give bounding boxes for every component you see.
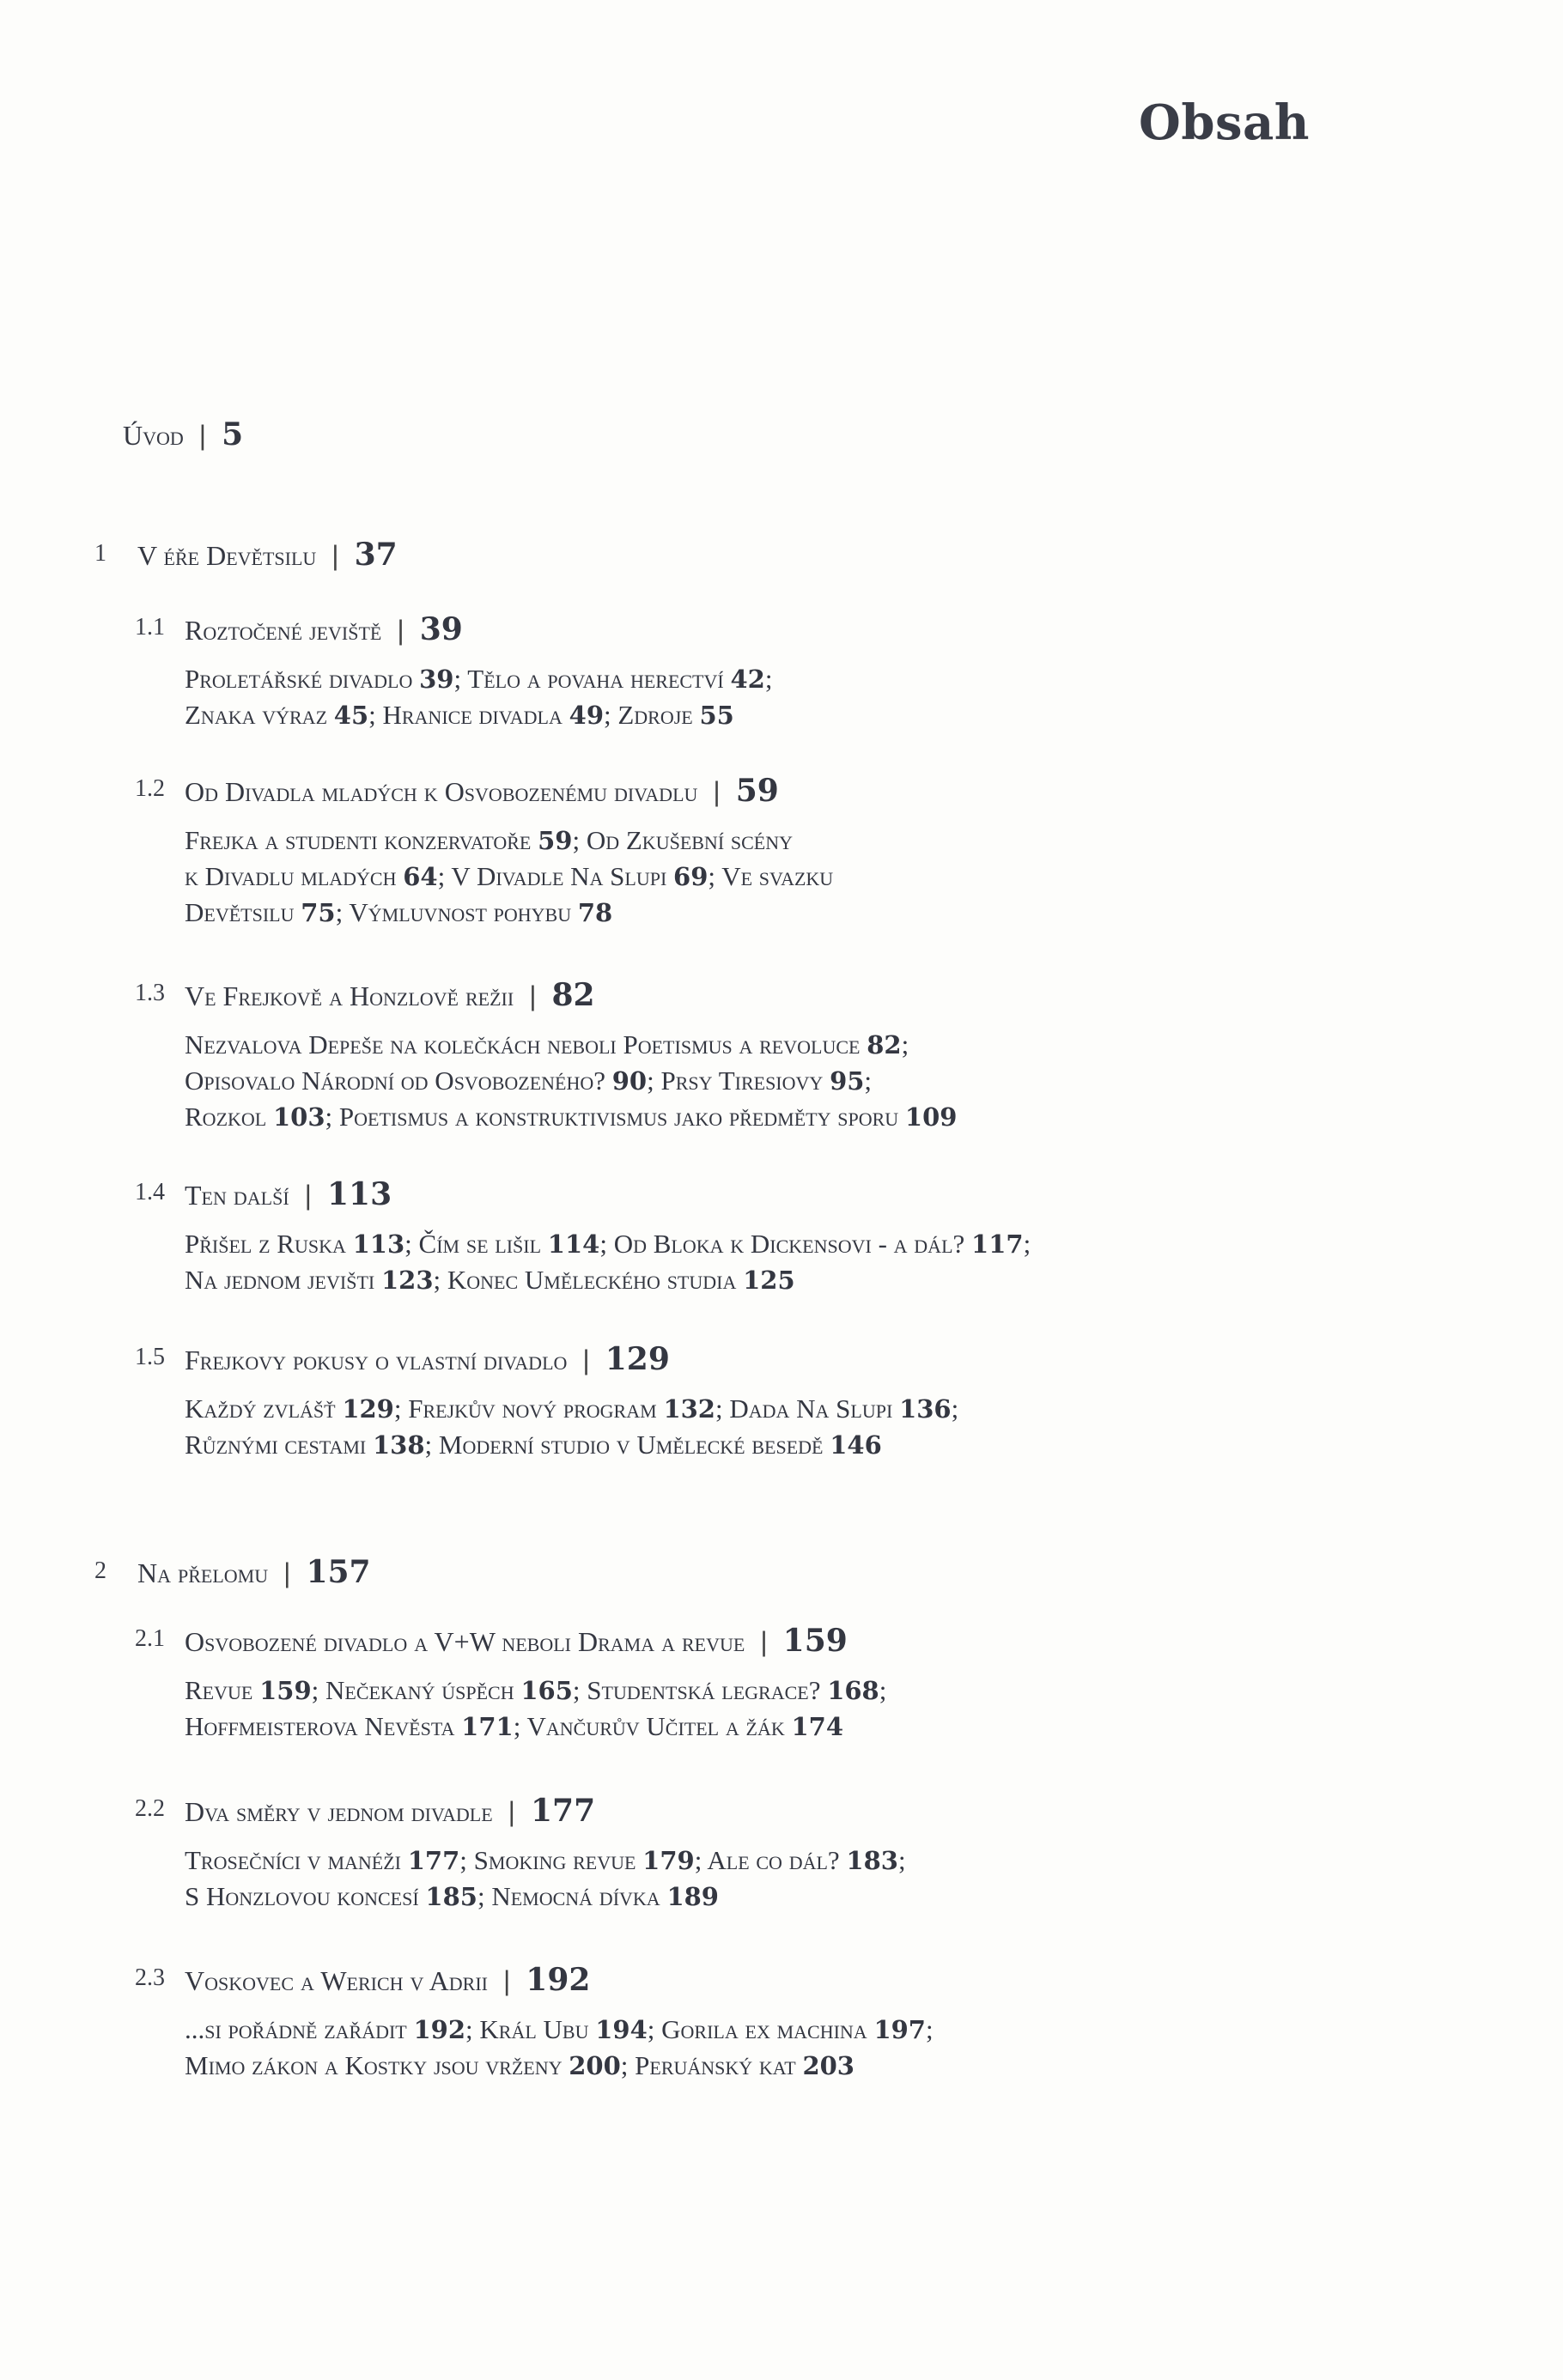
subsection-text: ; [897,1845,906,1875]
section-number: 2.1 [135,1625,165,1652]
subsection-text: ; Od Bloka k Dickensovi - a dál? [599,1229,972,1259]
subsection-line [185,1709,843,1745]
subsection-text: ; [879,1675,887,1705]
subsection-text: Nezvalova Depeše na kolečkách neboli Poetismus a revoluce [185,1029,867,1059]
subsection-text: ; Čím se lišil [404,1229,548,1259]
subsection-page-number: 192 [413,2015,466,2044]
subsection-text: ; [926,2014,934,2044]
subsection-text: ; Ve svazku [708,861,834,891]
subsection-text: ; Studentská legrace? [572,1675,828,1705]
separator-bar: | [502,1965,511,1996]
subsection-page-number: 177 [407,1846,460,1875]
separator-bar: | [397,615,404,646]
chapter-heading [137,537,398,573]
separator-bar: | [529,981,537,1011]
subsection-page-number: 109 [904,1102,958,1132]
subsection-text: Trosečníci v manéži [185,1845,408,1875]
subsection-page-number: 185 [425,1882,477,1911]
subsection-text: ; Smoking revue [459,1845,643,1875]
separator-bar: | [760,1626,768,1657]
section-page-number: 192 [526,1962,591,1998]
section-number: 2.3 [135,1964,165,1991]
section-title: Dva směry v jednom divadle [185,1796,493,1827]
subsection-line [185,1427,882,1463]
subsection-page-number: 203 [802,2051,854,2080]
subsection-page-number: 45 [333,701,369,730]
subsection-line [185,1027,909,1063]
subsection-text: Znaka výraz [185,700,334,730]
subsection-page-number: 183 [846,1846,898,1875]
subsection-page-number: 146 [830,1430,882,1460]
section-number: 1.2 [135,775,165,802]
chapter-title: V éře Devětsilu [137,540,317,571]
subsection-page-number: 59 [538,826,573,855]
subsection-line [185,2048,854,2084]
subsection-page-number: 171 [461,1712,514,1741]
section-number: 1.4 [135,1179,165,1205]
subsection-line [185,1391,958,1427]
subsection-page-number: 39 [419,665,454,694]
subsection-line [185,823,793,859]
subsection-page-number: 159 [259,1676,312,1705]
subsection-page-number: 42 [730,665,765,694]
chapter-title: Na přelomu [137,1557,269,1588]
toc-intro-label: Úvod [123,420,184,451]
subsection-line [185,859,833,895]
subsection-text: ; Tělo a povaha herectví [453,664,731,694]
section-page-number: 113 [326,1176,392,1212]
subsection-text: Různými cestami [185,1430,373,1460]
subsection-line [185,895,612,931]
subsection-text: ; Frejkův nový program [393,1393,664,1424]
subsection-text: Hoffmeisterova Nevěsta [185,1711,462,1741]
subsection-page-number: 64 [403,862,438,891]
subsection-text: ...si pořádně zařádit [185,2014,414,2044]
separator-bar: | [508,1796,515,1827]
section-title: Od Divadla mladých k Osvobozenému divadlu [185,776,698,807]
subsection-line [185,1063,872,1099]
subsection-page-number: 132 [663,1394,715,1424]
subsection-page-number: 90 [611,1066,648,1096]
separator-bar: | [198,420,207,451]
subsection-page-number: 49 [569,701,604,730]
subsection-page-number: 136 [899,1394,952,1424]
subsection-text: ; [1023,1229,1031,1259]
section-heading [185,1962,590,1998]
subsection-page-number: 75 [301,898,336,927]
subsection-text: Každý zvlášť [185,1393,343,1424]
section-title: Roztočené jeviště [185,615,382,646]
subsection-text: ; Nemocná dívka [477,1881,667,1911]
subsection-page-number: 117 [971,1229,1024,1259]
subsection-line [185,1099,957,1135]
subsection-page-number: 103 [272,1102,325,1132]
subsection-text: Revue [185,1675,260,1705]
section-title: Voskovec a Werich v Adrii [185,1965,488,1996]
subsection-text: ; Vančurův Učitel a žák [513,1711,792,1741]
separator-bar: | [582,1345,590,1375]
subsection-page-number: 55 [699,701,734,730]
subsection-line [185,2012,934,2048]
subsection-text: ; Zdroje [604,700,700,730]
section-heading [185,1793,595,1829]
subsection-text: ; Prsy Tiresiovy [647,1066,830,1096]
subsection-page-number: 165 [520,1676,573,1705]
toc-intro-page: 5 [222,416,244,452]
subsection-line [185,1262,795,1298]
section-title: Ten další [185,1180,289,1211]
subsection-text: ; Peruánský kat [620,2050,803,2080]
subsection-text: Rozkol [185,1102,273,1132]
chapter-page-number: 37 [354,537,398,573]
subsection-line [185,697,734,733]
subsection-page-number: 197 [873,2015,926,2044]
subsection-page-number: 82 [867,1030,902,1059]
section-title: Osvobozené divadlo a V+W neboli Drama a revue [185,1626,745,1657]
chapter-heading [137,1554,371,1590]
separator-bar: | [304,1180,312,1211]
section-heading [185,611,463,647]
section-page-number: 129 [605,1341,670,1377]
subsection-text: ; Moderní studio v Umělecké besedě [424,1430,830,1460]
section-page-number: 159 [782,1623,848,1659]
subsection-text: S Honzlovou koncesí [185,1881,426,1911]
section-page-number: 177 [530,1793,596,1829]
subsection-text: Devětsilu [185,897,301,927]
subsection-page-number: 113 [352,1229,405,1259]
subsection-line [185,661,772,697]
toc-intro [123,416,243,452]
subsection-text: ; Gorila ex machina [647,2014,874,2044]
subsection-page-number: 179 [642,1846,695,1875]
chapter-number: 2 [94,1557,106,1584]
subsection-text: k Divadlu mladých [185,861,404,891]
subsection-page-number: 200 [569,2051,621,2080]
separator-bar: | [713,776,721,807]
chapter-page-number: 157 [306,1554,371,1590]
section-page-number: 59 [735,773,779,809]
subsection-page-number: 138 [372,1430,425,1460]
subsection-text: ; Hranice divadla [368,700,569,730]
subsection-line [185,1843,906,1879]
subsection-page-number: 129 [342,1394,394,1424]
subsection-page-number: 168 [827,1676,879,1705]
separator-bar: | [331,540,339,571]
subsection-page-number: 123 [380,1266,434,1295]
subsection-text: ; Poetismus a konstruktivismus jako předměty sporu [325,1102,905,1132]
subsection-page-number: 125 [743,1266,795,1295]
subsection-page-number: 174 [791,1712,844,1741]
section-page-number: 82 [551,977,595,1013]
subsection-line [185,1673,886,1709]
section-number: 1.5 [135,1344,165,1370]
subsection-text: ; Ale co dál? [694,1845,847,1875]
subsection-text: Proletářské divadlo [185,664,420,694]
separator-bar: | [283,1557,291,1588]
section-page-number: 39 [419,611,463,647]
section-title: Ve Frejkově a Honzlově režii [185,981,514,1011]
subsection-text: ; Král Ubu [465,2014,596,2044]
section-number: 1.1 [135,614,165,641]
subsection-text: ; Nečekaný úspěch [311,1675,521,1705]
section-heading [185,773,779,809]
subsection-line [185,1226,1031,1262]
page-title: Obsah [1139,94,1310,151]
subsection-page-number: 114 [547,1229,600,1259]
subsection-page-number: 189 [666,1882,719,1911]
subsection-line [185,1879,719,1915]
subsection-page-number: 78 [577,898,613,927]
subsection-text: ; [864,1066,873,1096]
subsection-page-number: 69 [673,862,709,891]
subsection-page-number: 95 [830,1066,865,1096]
subsection-text: ; [951,1393,959,1424]
section-number: 1.3 [135,980,165,1006]
subsection-text: Přišel z Ruska [185,1229,353,1259]
subsection-page-number: 194 [595,2015,648,2044]
section-number: 2.2 [135,1795,165,1822]
subsection-text: ; [901,1029,909,1059]
section-title: Frejkovy pokusy o vlastní divadlo [185,1345,568,1375]
section-heading [185,1176,392,1212]
subsection-text: ; [764,664,773,694]
subsection-text: Na jednom jevišti [185,1265,381,1295]
subsection-text: ; Dada Na Slupi [715,1393,900,1424]
subsection-text: ; V Divadle Na Slupi [437,861,674,891]
section-heading [185,1341,670,1377]
subsection-text: ; Od Zkušební scény [572,825,794,855]
subsection-text: ; Výmluvnost pohybu [335,897,578,927]
section-heading [185,1623,848,1659]
section-heading [185,977,595,1013]
subsection-text: Mimo zákon a Kostky jsou vrženy [185,2050,569,2080]
subsection-text: Opisovalo Národní od Osvobozeného? [185,1066,612,1096]
chapter-number: 1 [94,540,106,567]
subsection-text: Frejka a studenti konzervatoře [185,825,538,855]
subsection-text: ; Konec Uměleckého studia [433,1265,744,1295]
